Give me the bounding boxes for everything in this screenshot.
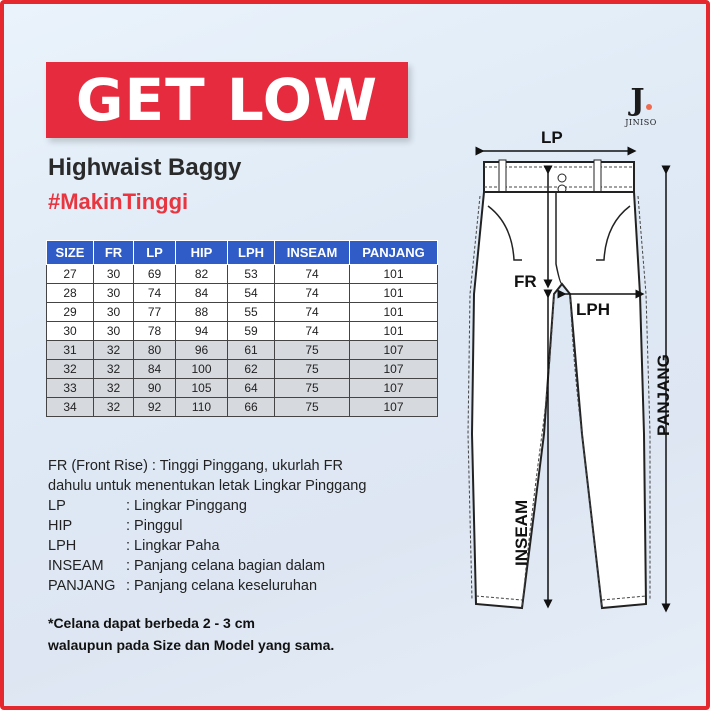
cell: 30 [94, 265, 134, 284]
cell: 33 [47, 379, 94, 398]
logo-letter: J [630, 83, 645, 118]
banner-text: GET LOW [75, 66, 379, 134]
cell: 32 [94, 379, 134, 398]
cell: 82 [176, 265, 228, 284]
product-title: Highwaist Baggy [48, 154, 242, 181]
cell: 75 [275, 341, 350, 360]
logo-name: JINISO [625, 118, 657, 127]
cell: 74 [134, 284, 176, 303]
cell: 61 [228, 341, 275, 360]
cell: 101 [350, 322, 438, 341]
cell: 32 [94, 398, 134, 417]
jiniso-logo [616, 83, 666, 127]
cell: 84 [134, 360, 176, 379]
cell: 75 [275, 379, 350, 398]
cell: 101 [350, 265, 438, 284]
table-row [47, 284, 438, 303]
cell: 100 [176, 360, 228, 379]
table-row [47, 360, 438, 379]
cell: 69 [134, 265, 176, 284]
header-size: SIZE [47, 241, 94, 265]
size-warning [48, 612, 334, 656]
cell: 75 [275, 398, 350, 417]
cell: 90 [134, 379, 176, 398]
def-value: : Lingkar Paha [126, 538, 220, 554]
cell: 96 [176, 341, 228, 360]
def-row [48, 536, 366, 556]
def-value: : Pinggul [126, 518, 183, 534]
table-row [47, 265, 438, 284]
header-fr: FR [94, 241, 134, 265]
cell: 74 [275, 265, 350, 284]
cell: 31 [47, 341, 94, 360]
fr-note-line1: FR (Front Rise) : Tinggi Pinggang, ukurlah FR [48, 458, 343, 474]
cell: 74 [275, 322, 350, 341]
cell: 107 [350, 341, 438, 360]
button [558, 174, 566, 182]
def-row [48, 556, 366, 576]
def-row [48, 496, 366, 516]
cell: 74 [275, 303, 350, 322]
cell: 32 [94, 360, 134, 379]
inseam-label: INSEAM [512, 499, 531, 566]
cell: 107 [350, 379, 438, 398]
measurement-notes [48, 456, 366, 596]
cell: 66 [228, 398, 275, 417]
logo-dot [646, 104, 652, 110]
cell: 59 [228, 322, 275, 341]
cell: 77 [134, 303, 176, 322]
header-inseam: INSEAM [275, 241, 350, 265]
logo-mark [616, 83, 666, 118]
cell: 107 [350, 398, 438, 417]
cell: 74 [275, 284, 350, 303]
table-row [47, 303, 438, 322]
fr-note-line2: dahulu untuk menentukan letak Lingkar Pinggang [48, 478, 367, 494]
warning-line1: *Celana dapat berbeda 2 - 3 cm [48, 615, 255, 631]
cell: 88 [176, 303, 228, 322]
table-row [47, 341, 438, 360]
table-header-row [47, 241, 438, 265]
cell: 110 [176, 398, 228, 417]
def-value: : Lingkar Pinggang [126, 498, 247, 514]
cell: 80 [134, 341, 176, 360]
cell: 30 [47, 322, 94, 341]
cell: 30 [94, 303, 134, 322]
cell: 29 [47, 303, 94, 322]
def-key: PANJANG [48, 578, 116, 594]
cell: 53 [228, 265, 275, 284]
fr-label: FR [514, 272, 537, 291]
def-value: : Panjang celana keseluruhan [126, 578, 318, 594]
cell: 54 [228, 284, 275, 303]
header-lp: LP [134, 241, 176, 265]
cell: 62 [228, 360, 275, 379]
def-row [48, 576, 366, 596]
cell: 27 [47, 265, 94, 284]
cell: 32 [94, 341, 134, 360]
get-low-banner [46, 62, 408, 138]
cell: 101 [350, 303, 438, 322]
def-key: HIP [48, 518, 73, 534]
cell: 105 [176, 379, 228, 398]
cell: 92 [134, 398, 176, 417]
cell: 30 [94, 284, 134, 303]
def-key: LPH [48, 538, 77, 554]
size-table [46, 240, 438, 417]
header-lph: LPH [228, 241, 275, 265]
cell: 30 [94, 322, 134, 341]
pants-outline [472, 192, 646, 608]
cell: 94 [176, 322, 228, 341]
def-key: LP [48, 498, 66, 514]
table-row [47, 322, 438, 341]
def-row [48, 516, 366, 536]
header-panjang: PANJANG [350, 241, 438, 265]
cell: 84 [176, 284, 228, 303]
lph-label: LPH [576, 300, 610, 319]
def-value: : Panjang celana bagian dalam [126, 558, 326, 574]
cell: 32 [47, 360, 94, 379]
cell: 107 [350, 360, 438, 379]
header-hip: HIP [176, 241, 228, 265]
cell: 28 [47, 284, 94, 303]
cell: 101 [350, 284, 438, 303]
lp-label: LP [541, 128, 563, 147]
cell: 64 [228, 379, 275, 398]
cell: 34 [47, 398, 94, 417]
panjang-label: PANJANG [654, 354, 673, 436]
cell: 55 [228, 303, 275, 322]
warning-line2: walaupun pada Size dan Model yang sama. [48, 637, 335, 653]
hashtag: #MakinTinggi [48, 189, 189, 214]
def-key: INSEAM [48, 558, 104, 574]
cell: 78 [134, 322, 176, 341]
cell: 75 [275, 360, 350, 379]
table-row [47, 398, 438, 417]
table-row [47, 379, 438, 398]
